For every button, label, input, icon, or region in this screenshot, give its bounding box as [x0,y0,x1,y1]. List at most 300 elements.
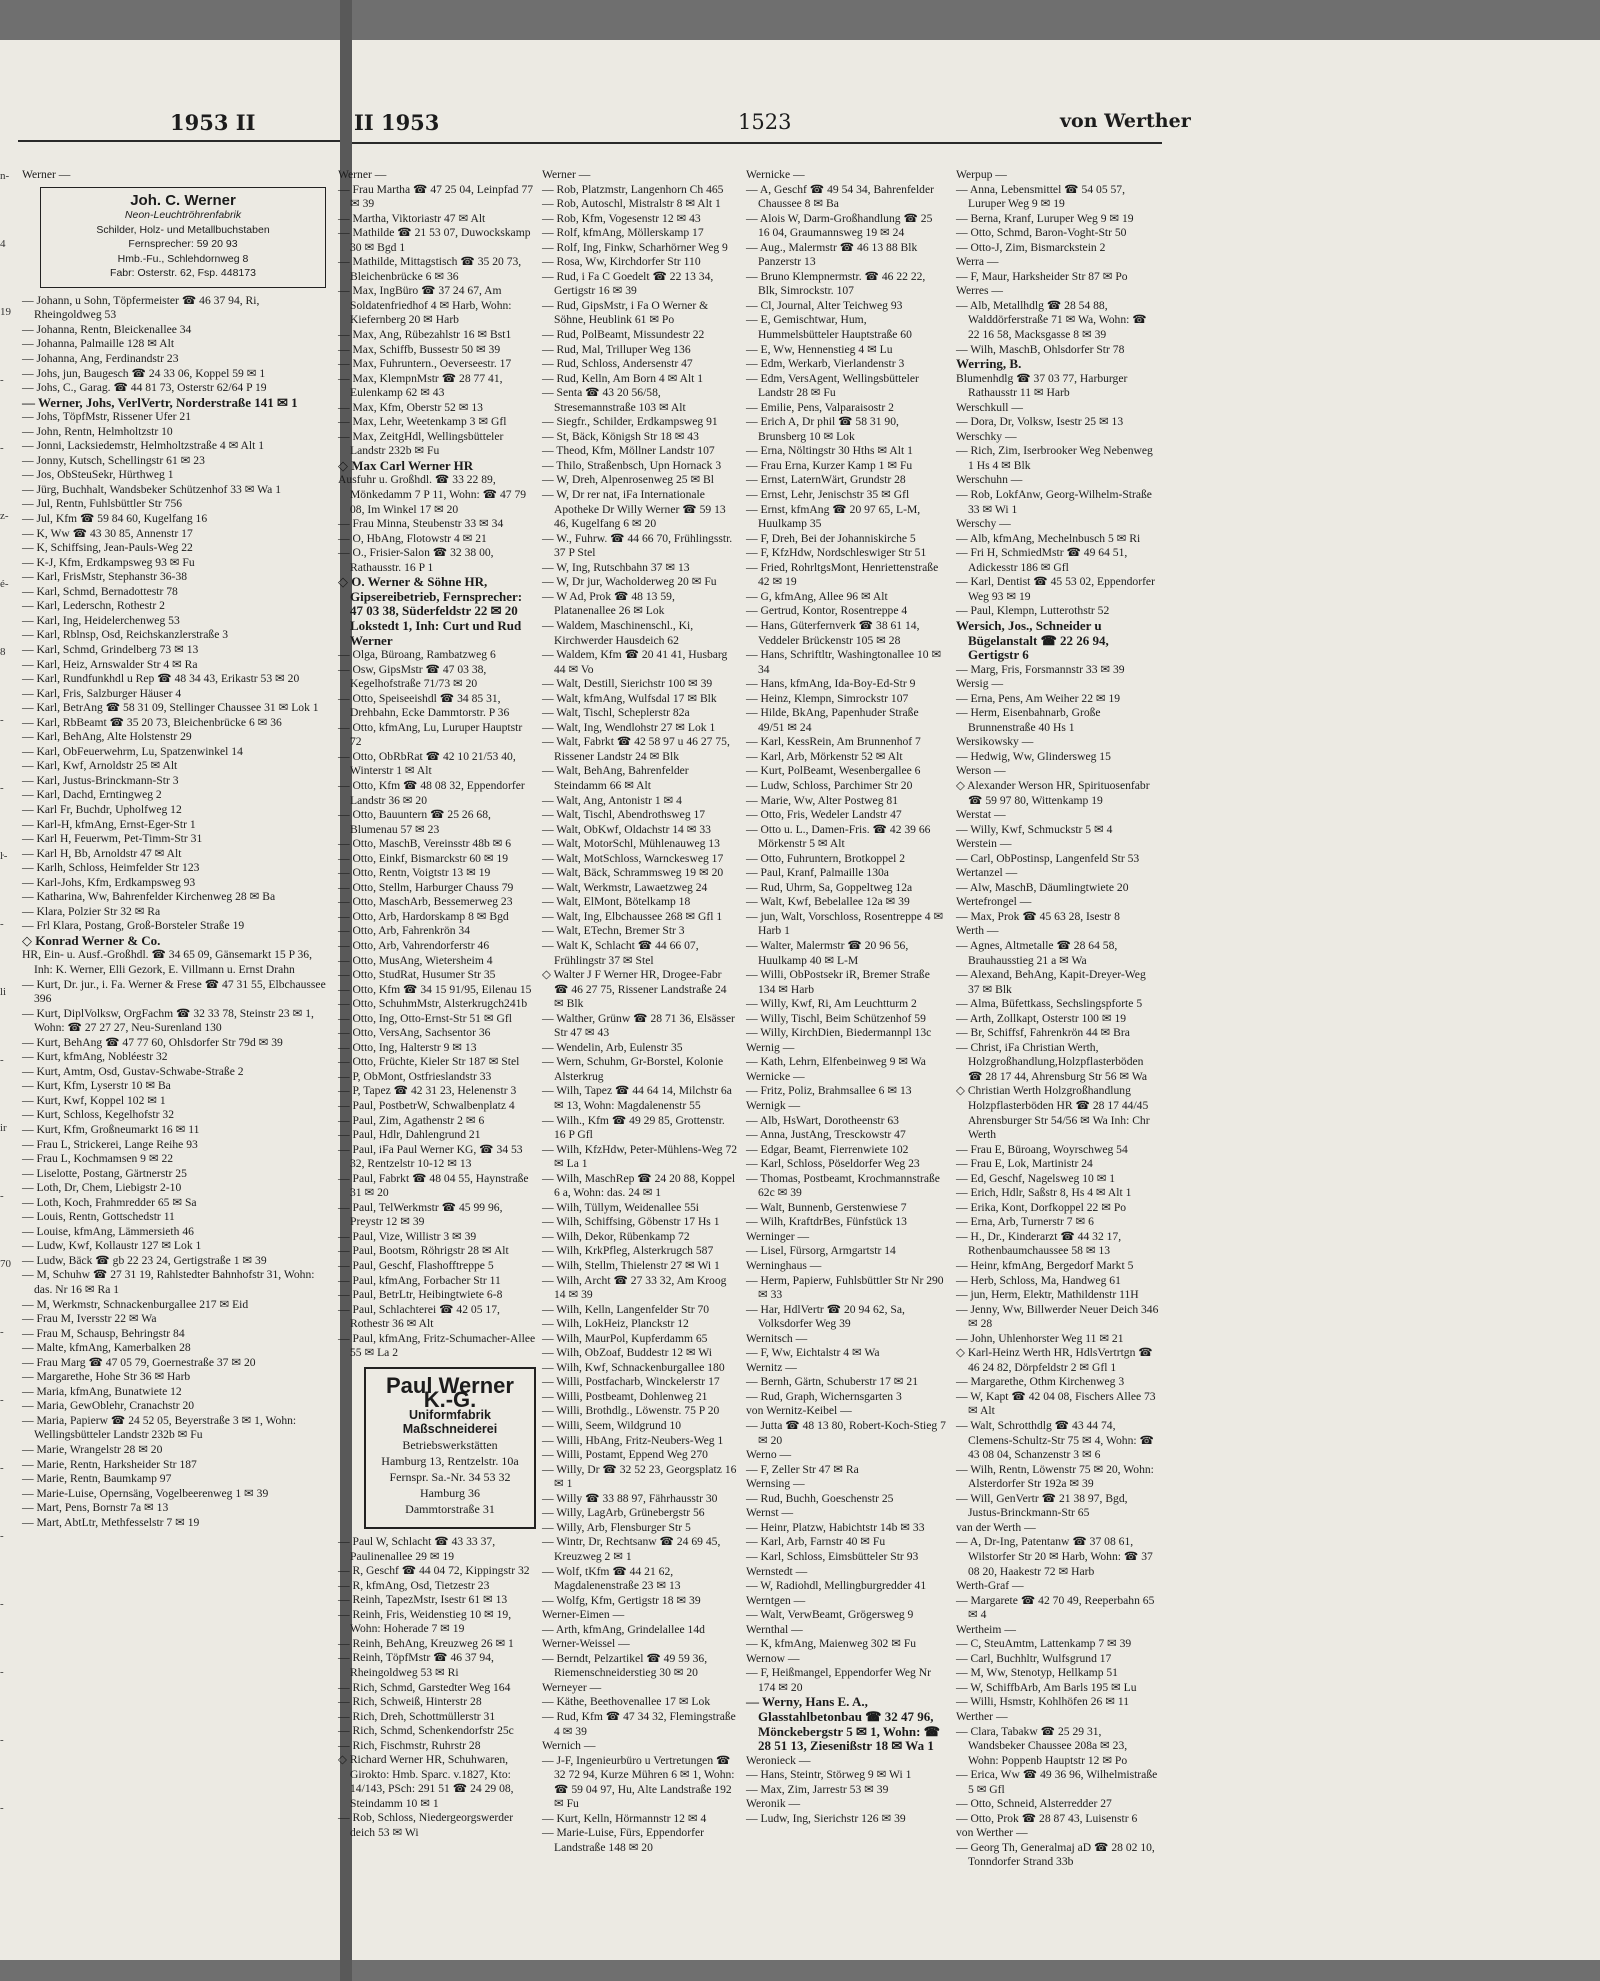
directory-entry: — A, Geschf ☎ 49 54 34, Bahrenfelder Chaussee 8 ✉ Ba [746,182,934,211]
directory-entry: — Otto-J, Zim, Bismarckstein 2 [956,240,1106,254]
directory-column-1 [338,168,536,1841]
directory-entry: — Karl, Arb, Mörkenstr 52 ✉ Alt [746,749,903,763]
directory-entry: — E, Gemischtwar, Hum, Hummelsbütteler Hauptstraße 60 [746,313,912,342]
directory-entry: — Alma, Büfettkass, Sechslingspforte 5 [956,997,1143,1011]
surname-heading: Weronik — [746,1797,801,1811]
directory-entry: — F, Dreh, Bei der Johanniskirche 5 [746,531,916,545]
directory-entry: — Maria, kfmAng, Bunatwiete 12 [22,1384,182,1398]
directory-entry: — Karl, Schloss, Pöseldorfer Weg 23 [746,1157,920,1171]
directory-entry: — Paul, Hdlr, Dahlengrund 21 [338,1128,481,1142]
right-page [338,40,1600,1960]
directory-entry: — F, Maur, Harksheider Str 87 ✉ Po [956,269,1128,283]
directory-entry: — Frau L, Strickerei, Lange Reihe 93 [22,1137,198,1151]
directory-entry: — Willy, Tischl, Beim Schützenhof 59 [746,1011,926,1025]
directory-entry: — Willy ☎ 33 88 97, Fährhausstr 30 [542,1491,718,1505]
directory-entry: — Wilh, Rentn, Löwenstr 75 ✉ 20, Wohn: Alsterdorfer Str 192a ✉ 39 [956,1462,1154,1491]
directory-entry: — Fried, RohrltgsMont, Henriettenstraße 42 ✉ 19 [746,560,939,589]
directory-entry: — Marie, Rentn, Harksheider Str 187 [22,1457,197,1471]
directory-entry: — Kurt, Schloss, Kegelhofstr 32 [22,1108,174,1122]
directory-entry: — Louis, Rentn, Gottschedstr 11 [22,1210,175,1224]
directory-entry: — Frau M, Iversstr 22 ✉ Wa [22,1312,157,1326]
directory-entry: — Alb, kfmAng, Mechelnbusch 5 ✉ Ri [956,531,1141,545]
directory-entry: — Paul, Bootsm, Röhrigstr 28 ✉ Alt [338,1244,509,1258]
directory-entry: — Jos, ObSteuSekr, Hürthweg 1 [22,468,174,482]
directory-entry: — Wendelin, Arb, Eulenstr 35 [542,1040,683,1054]
directory-entry: — Cl, Journal, Alter Teichweg 93 [746,298,903,312]
directory-entry: — Paul, kfmAng, Forbacher Str 11 [338,1273,501,1287]
directory-entry: — R, Geschf ☎ 44 04 72, Kippingstr 32 [338,1564,530,1578]
cropped-edge-text: - [0,918,4,930]
directory-entry: — F, Heißmangel, Eppendorfer Weg Nr 174 ✉ 20 [746,1666,931,1694]
directory-entry: — Frl Klara, Postang, Groß-Borsteler Straße 19 [22,919,245,933]
surname-heading: Wernsing — [746,1477,805,1491]
directory-entry: — Frau Martha ☎ 47 25 04, Leinpfad 77 ✉ 39 [338,182,534,211]
directory-entry: — M, Werkmstr, Schnackenburgallee 217 ✉ Eid [22,1297,249,1311]
ad-line: Fernsprecher: 59 20 93 [128,238,238,251]
directory-entry: — Rud, Buchh, Goeschenstr 25 [746,1491,894,1505]
directory-entry: Werring, B. [956,356,1022,372]
directory-entry: — Rolf, kfmAng, Möllerskamp 17 [542,226,704,240]
directory-entry: — Will, GenVertr ☎ 21 38 97, Bgd, Justus-Brinckmann-Str 65 [956,1491,1128,1520]
directory-entry: — Kurt, PolBeamt, Wesenbergallee 6 [746,764,921,778]
directory-entry: — Walt, BehAng, Bahrenfelder Steindamm 66 ✉ Alt [542,764,689,792]
directory-entry: — Karl, Heiz, Arnswalder Str 4 ✉ Ra [22,657,198,671]
directory-entry: — W, Dreh, Alpenrosenweg 25 ✉ Bl [542,473,715,487]
directory-entry: — Alexand, BehAng, Kapit-Dreyer-Weg 37 ✉ Blk [956,968,1146,996]
directory-entry: — Edgar, Beamt, Fierrenwiete 102 [746,1142,909,1156]
directory-entry: — Willi, Postfacharb, Winckelerstr 17 [542,1375,720,1389]
directory-entry: — Rud, PolBeamt, Missundestr 22 [542,328,705,342]
directory-entry: — Wilh, Stellm, Thielenstr 27 ✉ Wi 1 [542,1259,720,1273]
cropped-edge-text: - [0,1394,4,1406]
directory-entry: — Frau L, Kochmamsen 9 ✉ 22 [22,1152,174,1166]
directory-entry: — Otto, ObRbRat ☎ 42 10 21/53 40, Winterstr 1 ✉ Alt [338,749,516,778]
directory-entry: — Willi, HbAng, Fritz-Neubers-Weg 1 [542,1433,724,1447]
ad-line: Hmb.-Fu., Schlehdornweg 8 [117,252,249,265]
directory-entry: — Aug., Malermstr ☎ 46 13 88 Blk Panzerstr 13 [746,240,918,269]
directory-entry: — Rich, Schweiß, Hinterstr 28 [338,1695,482,1709]
directory-entry: — Wilh, Tapez ☎ 44 64 14, Milchstr 6a ✉ 13, Wohn: Magdalenenstr 55 [542,1084,732,1112]
directory-entry: — Karl, Schmd, Bernadottestr 78 [22,584,178,598]
directory-entry: — Wilh, Schiffsing, Göbenstr 17 Hs 1 [542,1215,720,1229]
surname-heading: Werson — [956,764,1006,778]
directory-entry: — Wilh, MaurPol, Kupferdamm 65 [542,1331,708,1345]
directory-entry: — K, Ww ☎ 43 30 85, Annenstr 17 [22,526,193,540]
directory-entry: — Otto, Früchte, Kieler Str 187 ✉ Stel [338,1055,520,1069]
directory-entry: — Har, HdlVertr ☎ 20 94 62, Sa, Volksdorfer Weg 39 [746,1302,905,1331]
cropped-edge-text: - [0,1326,4,1338]
directory-entry: — Walt, VerwBeamt, Grögersweg 9 [746,1608,914,1622]
directory-entry: — Karl, Dachd, Erntingweg 2 [22,788,162,802]
directory-entry: — Frau Erna, Kurzer Kamp 1 ✉ Fu [746,458,913,472]
directory-entry: — Walter, Malermstr ☎ 20 96 56, Huulkamp 40 ✉ L-M [746,938,909,967]
directory-entry: — Klara, Polzier Str 32 ✉ Ra [22,904,161,918]
directory-entry: — Malte, kfmAng, Kamerbalken 28 [22,1341,191,1355]
directory-entry: — Karl-Johs, Kfm, Erdkampsweg 93 [22,875,196,889]
directory-entry: — Senta ☎ 43 20 56/58, Stresemannstraße 103 ✉ Alt [542,386,686,414]
directory-entry: — Walt, Tischl, Scheplerstr 82a [542,706,690,720]
directory-entry: — Kurt, Kwf, Koppel 102 ✉ 1 [22,1093,166,1107]
directory-entry: — Walt, Kwf, Bebelallee 12a ✉ 39 [746,895,910,909]
directory-entry: — Clara, Tabakw ☎ 25 29 31, Wandsbeker Chaussee 208a ✉ 23, Wohn: Poppenb Hauptstr 12 ✉ Po [956,1724,1128,1767]
directory-entry: — Ludw, Ing, Sierichstr 126 ✉ 39 [746,1811,906,1825]
directory-entry: — C, SteuAmtm, Lattenkamp 7 ✉ 39 [956,1637,1132,1651]
cropped-edge-text: - [0,1598,4,1610]
directory-entry: — Bruno Klempnermstr. ☎ 46 22 22, Blk, Simrockstr. 107 [746,269,926,298]
directory-entry: — Otto, Schneid, Alsterredder 27 [956,1797,1112,1811]
directory-entry: — Walt, Schrotthdlg ☎ 43 44 74, Clemens-Schultz-Str 75 ✉ 4, Wohn: ☎ 43 08 04, Schanzenstr 3 ✉ 6 [956,1419,1154,1462]
cropped-edge-text: z- [0,510,9,522]
cropped-edge-text: 4 [0,238,6,250]
cropped-edge-text: 19 [0,306,11,318]
surname-heading: Wernitsch — [746,1331,808,1345]
directory-entry: — Käthe, Beethovenallee 17 ✉ Lok [542,1695,711,1709]
surname-heading: Werther — [956,1709,1008,1723]
left-page [0,40,340,1960]
directory-entry: — Karl, FrisMstr, Stephanstr 36-38 [22,570,188,584]
surname-heading: Weronieck — [746,1753,811,1767]
directory-entry: — Johanna, Palmaille 128 ✉ Alt [22,337,175,351]
directory-entry: — J-F, Ingenieurbüro u Vertretungen ☎ 32 72 94, Kurze Mühren 6 ✉ 1, Wohn: ☎ 59 04 97, Hu, Alte Landstraße 192 ✉ Fu [542,1753,735,1811]
directory-entry: — Walt, kfmAng, Wulfsdal 17 ✉ Blk [542,691,717,705]
directory-entry: — jun, Walt, Vorschloss, Rosentreppe 4 ✉ Harb 1 [746,909,944,938]
directory-entry: Wersich, Jos., Schneider u Bügelanstalt ☎ 22 26 94, Gertigstr 6 [956,617,1109,663]
surname-heading: Wernthal — [746,1622,803,1636]
directory-entry: — Alw, MaschB, Däumlingtwiete 20 [956,880,1129,894]
directory-entry: — Wilh, LokHeiz, Planckstr 12 [542,1317,689,1331]
surname-heading: Wernicke — [746,1069,805,1083]
directory-entry: — Max, KlempnMstr ☎ 28 77 41, Eulenkamp 62 ✉ 43 [338,371,503,400]
surname-heading: Werpup — [956,168,1007,181]
surname-heading: Werstat — [956,808,1006,822]
directory-entry: — Karl, Schloss, Eimsbütteler Str 93 [746,1549,919,1563]
directory-entry: — Paul, Fabrkt ☎ 48 04 55, Haynstraße 31 ✉ 20 [338,1171,529,1200]
surname-heading: Wertefrongel — [956,895,1032,909]
directory-entry: — Walt, Ing, Wendlohstr 27 ✉ Lok 1 [542,720,716,734]
directory-entry: — Otto, Arb, Fahrenkrön 34 [338,924,471,938]
surname-heading: Werschkull — [956,400,1024,414]
ad-line: Hamburg 36 [419,1486,481,1501]
directory-entry: — jun, Herm, Elektr, Mathildenstr 11H [956,1288,1139,1302]
directory-entry: Ausfuhr u. Großhdl. ☎ 33 22 89, Mönkedamm 7 P 11, Wohn: ☎ 47 79 08, Im Winkel 17 ✉ 20 [338,473,527,516]
surname-heading: Werner-Eimen — [542,1608,625,1622]
directory-entry: — Max, Prok ☎ 45 63 28, Isestr 8 [956,909,1120,923]
directory-entry: — K, Schiffsing, Jean-Pauls-Weg 22 [22,541,193,555]
directory-column-3 [746,168,946,1826]
directory-entry: — W, SchiffbArb, Am Barls 195 ✉ Lu [956,1680,1137,1694]
directory-entry: — Frau M, Schausp, Behringstr 84 [22,1326,185,1340]
right-page-header-right: von Werther [1060,110,1191,132]
directory-entry: ◇ Karl-Heinz Werth HR, HdlsVertrtgn ☎ 46 24 82, Dörpfeldstr 2 ✉ Gfl 1 [956,1346,1153,1374]
directory-entry: — P, ObMont, Ostfrieslandstr 33 [338,1069,492,1083]
directory-entry: — Arth, kfmAng, Grindelallee 14d [542,1622,705,1636]
directory-entry: — Ernst, kfmAng ☎ 20 97 65, L-M, Huulkamp 35 [746,502,921,531]
directory-entry: — St, Bäck, Königsh Str 18 ✉ 43 [542,429,699,443]
surname-heading: Wernicke — [746,168,805,181]
directory-entry: — Karl, Rundfunkhdl u Rep ☎ 48 34 43, Erikastr 53 ✉ 20 [22,672,300,686]
directory-entry: — Lisel, Fürsorg, Armgartstr 14 [746,1244,896,1258]
directory-entry: — Karl, BehAng, Alte Holstenstr 29 [22,730,192,744]
directory-entry: — Hans, Güterfernverk ☎ 38 61 14, Veddeler Brückenstr 105 ✉ 28 [746,618,920,647]
directory-entry: — Paul, TelWerkmstr ☎ 45 99 96, Preystr 12 ✉ 39 [338,1200,503,1229]
ad-line: Dammtorstraße 31 [405,1502,495,1517]
directory-entry: — Wern, Schuhm, Gr-Borstel, Kolonie Alsterkrug [542,1055,724,1083]
directory-entry: — Rob, LokfAnw, Georg-Wilhelm-Straße 33 ✉ Wi 1 [956,488,1152,516]
directory-entry: — Reinh, Fris, Weidenstieg 10 ✉ 19, Wohn: Hoherade 7 ✉ 19 [338,1607,512,1636]
surname-heading: Werner — [542,168,591,181]
directory-entry: — Frau E, Lok, Martinistr 24 [956,1157,1093,1171]
directory-entry: — Maria, GewOblehr, Cranachstr 20 [22,1399,195,1413]
surname-heading: Werno — [746,1448,792,1462]
directory-entry: — Kurt, kfmAng, Nobléestr 32 [22,1050,168,1064]
directory-entry: — Jul, Rentn, Fuhlsbüttler Str 756 [22,497,183,511]
directory-entry: — Johs, C., Garag. ☎ 44 81 73, Osterstr 62/64 P 19 [22,381,267,395]
directory-entry: — Max, Ang, Rübezahlstr 16 ✉ Bst1 [338,328,512,342]
directory-entry: — P, Tapez ☎ 42 31 23, Helenenstr 3 [338,1084,517,1098]
surname-heading: Werner-Weissel — [542,1637,630,1651]
directory-entry: — Ed, Geschf, Nagelsweg 10 ✉ 1 [956,1171,1116,1185]
directory-entry: — Rob, Kfm, Vogesenstr 12 ✉ 43 [542,211,701,225]
directory-entry: — Paul, Zim, Agathenstr 2 ✉ 6 [338,1113,485,1127]
ad-subtitle: Uniformfabrik Maßschneiderei [402,1407,498,1437]
directory-entry: — Willi, ObPostsekr iR, Bremer Straße 134 ✉ Harb [746,968,930,996]
directory-entry: — Karl, Kwf, Arnoldstr 25 ✉ Alt [22,759,178,773]
directory-entry: — Reinh, TapezMstr, Isestr 61 ✉ 13 [338,1593,508,1607]
directory-entry: — Fri H, SchmiedMstr ☎ 49 64 51, Adickesstr 186 ✉ Gfl [956,546,1128,574]
directory-entry: — Mart, Pens, Bornstr 7a ✉ 13 [22,1501,169,1515]
directory-entry: — Waldem, Kfm ☎ 20 41 41, Husbarg 44 ✉ Vo [542,648,728,676]
directory-entry: — Wolf, tKfm ☎ 44 21 62, Magdalenenstraße 23 ✉ 13 [542,1564,681,1593]
directory-entry: — Johanna, Rentn, Bleickenallee 34 [22,322,192,336]
directory-entry: — Willi, Brothdlg., Löwenstr. 75 P 20 [542,1404,720,1418]
directory-entry: — Marie-Luise, Opernsäng, Vogelbeerenweg 1 ✉ 39 [22,1486,269,1500]
directory-entry: — Paul, BetrLtr, Heibingtwiete 6-8 [338,1288,503,1302]
directory-entry: — Paul, iFa Paul Werner KG, ☎ 34 53 32, Rentzelstr 10-12 ✉ 13 [338,1142,523,1171]
directory-entry: — Dora, Dr, Volksw, Isestr 25 ✉ 13 [956,415,1124,429]
directory-entry: — Heinr, Platzw, Habichtstr 14b ✉ 33 [746,1520,925,1534]
directory-entry: — Max, Fuhruntern., Oeverseestr. 17 [338,357,512,371]
directory-entry: — Otto, MusAng, Wietersheim 4 [338,953,493,967]
directory-entry: — Ernst, Lehr, Jenischstr 35 ✉ Gfl [746,488,910,502]
cropped-edge-text: - [0,1802,4,1814]
directory-entry: — Hedwig, Ww, Glindersweg 15 [956,749,1111,763]
left-directory-column [22,168,326,1530]
directory-entry: — Wolfg, Kfm, Gertigstr 18 ✉ 39 [542,1593,701,1607]
directory-entry: — Fritz, Poliz, Brahmsallee 6 ✉ 13 [746,1084,912,1098]
directory-entry: — Heinz, Klempn, Simrockstr 107 [746,691,909,705]
directory-entry: — Otto, Rentn, Voigtstr 13 ✉ 19 [338,866,491,880]
directory-entry: — Erich, Hdlr, Saßstr 8, Hs 4 ✉ Alt 1 [956,1186,1132,1200]
directory-entry: — A, Dr-Ing, Patentanw ☎ 37 08 61, Wilstorfer Str 20 ✉ Harb, Wohn: ☎ 37 08 20, Haakestr 72 ✉ Harb [956,1535,1153,1578]
surname-heading: Wersig — [956,677,1004,691]
directory-entry: — F, Ww, Eichtalstr 4 ✉ Wa [746,1346,880,1360]
directory-entry: — Max, Lehr, Weetenkamp 3 ✉ Gfl [338,415,507,429]
surname-heading: Werschy — [956,517,1011,531]
directory-entry: — Paul, Kranf, Palmaille 130a [746,866,889,880]
surname-heading: von Wernitz-Keibel — [746,1404,852,1418]
directory-entry: — W, Ing, Rutschbahn 37 ✉ 13 [542,560,690,574]
directory-entry: — Marg, Fris, Forsmannstr 33 ✉ 39 [956,662,1125,676]
directory-entry: — Wilh, MaschB, Ohlsdorfer Str 78 [956,342,1125,356]
surname-heading: von Werther — [956,1826,1028,1840]
directory-entry: — Walther, Grünw ☎ 28 71 36, Elsässer Str 47 ✉ 43 [542,1011,735,1040]
surname-heading: Werneyer — [542,1680,602,1694]
directory-entry: — Paul, PostbetrW, Schwalbenplatz 4 [338,1099,515,1112]
directory-entry: — F, KfzHdw, Nordschleswiger Str 51 [746,546,927,560]
directory-entry: — Olga, Büroang, Rambatzweg 6 [338,648,496,662]
directory-entry: — Wilh, KraftdrBes, Fünfstück 13 [746,1215,907,1229]
directory-entry: — Marie, Rentn, Baumkamp 97 [22,1472,172,1486]
surname-heading: Werner — [338,168,387,181]
directory-entry: — Jenny, Ww, Billwerder Neuer Deich 346 ✉ 28 [956,1302,1159,1331]
directory-entry: — Reinh, BehAng, Kreuzweg 26 ✉ 1 [338,1636,514,1650]
directory-entry: — Paul W, Schlacht ☎ 43 33 37, Paulinenallee 29 ✉ 19 [338,1535,496,1563]
directory-entry: — Walt, MotSchloss, Warnckesweg 17 [542,851,724,865]
directory-entry: — Willy, Arb, Flensburger Str 5 [542,1520,691,1534]
directory-entry: — Otto, MaschB, Vereinsstr 48b ✉ 6 [338,837,512,851]
directory-entry: — Christ, iFa Christian Werth, Holzgroßhandlung,Holzpflasterböden ☎ 28 17 44, Ahrensburg Str 56 ✉ Wa [956,1040,1147,1083]
directory-entry: — Willi, Postamt, Eppend Weg 270 [542,1448,708,1462]
directory-entry: — Otto, StudRat, Husumer Str 35 [338,968,496,982]
directory-entry: — Jonny, Kutsch, Schellingstr 61 ✉ 23 [22,453,205,467]
directory-entry: — Wilh, ObZoaf, Buddestr 12 ✉ Wi [542,1346,713,1360]
directory-entry: — Margarete ☎ 42 70 49, Reeperbahn 65 ✉ 4 [956,1593,1155,1622]
directory-entry: HR, Ein- u. Ausf.-Großhdl. ☎ 34 65 09, Gänsemarkt 15 P 36, Inh: K. Werner, Elli Gezork, E. Villmann u. Ernst Drahn [22,948,312,976]
cropped-edge-text: - [0,782,4,794]
directory-entry: — Frau E, Büroang, Woyrschweg 54 [956,1142,1128,1156]
directory-entry: — Herm, Papierw, Fuhlsbüttler Str Nr 290 ✉ 33 [746,1273,944,1302]
directory-entry: — Rolf, Ing, Finkw, Scharhörner Weg 9 [542,240,728,254]
directory-entry: — G, kfmAng, Allee 96 ✉ Alt [746,589,888,603]
directory-entry: — Kurt, Kfm, Lyserstr 10 ✉ Ba [22,1079,171,1093]
directory-entry: ◇ Richard Werner HR, Schuhwaren, Girokto: Hmb. Sparc. v.1827, Kto: 14/143, PSch: 291 51 ☎ 24 29 08, Steindamm 10 ✉ 1 [338,1753,514,1810]
surname-heading: Werstein — [956,837,1012,851]
directory-entry: — Heinr, kfmAng, Bergedorf Markt 5 [956,1259,1134,1273]
directory-entry: ◇ Alexander Werson HR, Spirituosenfabr ☎ 59 97 80, Wittenkamp 19 [956,778,1150,807]
directory-entry: — Max, Zim, Jarrestr 53 ✉ 39 [746,1782,889,1796]
directory-entry: — Otto, Einkf, Bismarckstr 60 ✉ 19 [338,851,509,865]
directory-entry: — Kurt, Dr. jur., i. Fa. Werner & Frese ☎ 47 31 55, Elbchaussee 396 [22,977,326,1006]
directory-entry: — Hans, Schriftltr, Washingtonallee 10 ✉ 34 [746,648,942,676]
directory-entry: — Johanna, Ang, Ferdinandstr 23 [22,352,179,366]
directory-entry: — Karl, Schmd, Grindelberg 73 ✉ 13 [22,642,199,656]
directory-entry: — Max, Kfm, Oberstr 52 ✉ 13 [338,400,483,414]
directory-entry: — Wintr, Dr, Rechtsanw ☎ 24 69 45, Kreuzweg 2 ✉ 1 [542,1535,721,1563]
directory-entry: — Werner, Johs, VerlVertr, Norderstraße 141 ✉ 1 [22,394,298,410]
directory-entry: ◇ Max Carl Werner HR [338,457,474,473]
cropped-edge-text: - [0,374,4,386]
directory-entry: — Erna, Arb, Turnerstr 7 ✉ 6 [956,1215,1094,1229]
directory-entry: — Alb, Metallhdlg ☎ 28 54 88, Walddörferstraße 71 ✉ Wa, Wohn: ☎ 22 16 58, Macksgasse 8 ✉ 39 [956,298,1147,342]
directory-entry: — W Ad, Prok ☎ 48 13 59, Platanenallee 26 ✉ Lok [542,589,675,618]
cropped-edge-text: li [0,986,7,998]
directory-entry: — Kurt, DiplVolksw, OrgFachm ☎ 32 33 78, Steinstr 23 ✉ 1, Wohn: ☎ 27 27 27, Neu-Surenland 130 [22,1006,314,1035]
directory-entry: — Rob, Platzmstr, Langenhorn Ch 465 [542,182,724,196]
directory-entry: ◇ Walter J F Werner HR, Drogee-Fabr ☎ 46 27 75, Rissener Landstraße 24 ✉ Blk [542,968,727,1011]
directory-entry: — Anna, JustAng, Tresckowstr 47 [746,1128,906,1142]
directory-entry: Blumenhdlg ☎ 37 03 77, Harburger Rathausstr 11 ✉ Harb [956,371,1128,400]
directory-entry: — Margarethe, Othm Kirchenweg 3 [956,1375,1125,1389]
directory-entry: — Erna, Nöltingstr 30 Hths ✉ Alt 1 [746,444,913,458]
directory-entry: — Herb, Schloss, Ma, Handweg 61 [956,1273,1121,1287]
directory-entry: — Wilh, Kwf, Schnackenburgallee 180 [542,1360,725,1374]
cropped-edge-text: é- [0,578,9,590]
directory-entry: — O., Frisier-Salon ☎ 32 38 00, Rathausstr. 16 P 1 [338,546,494,574]
directory-entry: — Alb, HsWart, Dorotheenstr 63 [746,1113,899,1127]
directory-entry: — Jutta ☎ 48 13 80, Robert-Koch-Stieg 7 ✉ 20 [746,1419,946,1447]
directory-entry: — Arth, Zollkapt, Osterstr 100 ✉ 19 [956,1011,1127,1025]
directory-entry: — Walt, Ing, Elbchaussee 268 ✉ Gfl 1 [542,909,723,923]
directory-entry: ◇ O. Werner & Söhne HR, Gipsereibetrieb, Fernsprecher: 47 03 38, Süderfeldstr 22 ✉ 20 Lokstedt 1, Inh: Curt und Rud Werner [338,574,523,648]
directory-entry: — Thilo, Straßenbsch, Upn Hornack 3 [542,458,722,472]
directory-entry: ◇ Christian Werth Holzgroßhandlung Holzpflasterböden HR ☎ 28 17 44/45 Ahrensburger Str 54/56 ✉ Wa Inh: Chr Werth [956,1084,1150,1142]
cropped-edge-text: n- [0,170,10,182]
directory-entry: — Otto, Kfm ☎ 34 15 91/95, Eilenau 15 [338,982,532,996]
directory-entry: — Karl, Rblnsp, Osd, Reichskanzlerstraße 3 [22,628,229,642]
directory-entry: — Kurt, BehAng ☎ 47 77 60, Ohlsdorfer Str 79d ✉ 39 [22,1035,283,1049]
directory-entry: — Otto, Arb, Vahrendorferstr 46 [338,938,490,952]
directory-entry: — Karl, RbBeamt ☎ 35 20 73, Bleichenbrücke 6 ✉ 36 [22,715,282,729]
directory-entry: — Otto u. L., Damen-Fris. ☎ 42 39 66 Mörkenstr 5 ✉ Alt [746,822,931,851]
directory-entry: — Max, IngBüro ☎ 37 24 67, Am Soldatenfriedhof 4 ✉ Harb, Wohn: Kiefernberg 20 ✉ Harb [338,284,512,327]
surname-heading: Wertanzel — [956,866,1018,880]
directory-entry: — Erna, Pens, Am Weiher 22 ✉ 19 [956,691,1121,705]
directory-entry: — Liselotte, Postang, Gärtnerstr 25 [22,1166,187,1180]
directory-entry: — Carl, ObPostinsp, Langenfeld Str 53 [956,851,1140,865]
directory-entry: — Hilde, BkAng, Papenhuder Straße 49/51 ✉ 24 [746,706,919,734]
ad-line: Fernspr. Sa.-Nr. 34 53 32 [389,1470,511,1485]
surname-heading: Werth — [956,924,999,938]
directory-entry: — Gertrud, Kontor, Rosentreppe 4 [746,604,908,618]
directory-entry: — Otto, Schmd, Baron-Voght-Str 50 [956,226,1127,240]
directory-entry: — Walt, ObKwf, Oldachstr 14 ✉ 33 [542,822,711,836]
directory-entry: — Paul, kfmAng, Fritz-Schumacher-Allee 55 ✉ La 2 [338,1331,536,1360]
directory-entry: — Ludw, Kwf, Kollaustr 127 ✉ Lok 1 [22,1239,202,1253]
directory-entry: — F, Zeller Str 47 ✉ Ra [746,1462,859,1476]
directory-entry: — Marie, Ww, Alter Postweg 81 [746,793,898,807]
surname-heading: Wernitz — [746,1360,797,1374]
directory-entry: — Carl, Buchhltr, Wulfsgrund 17 [956,1651,1112,1665]
directory-entry: — H., Dr., Kinderarzt ☎ 44 32 17, Rothenbaumchaussee 58 ✉ 13 [956,1229,1122,1258]
directory-entry: — Erica, Ww ☎ 49 36 96, Wilhelmistraße 5 ✉ Gfl [956,1768,1158,1796]
directory-entry: — Willi, Seem, Wildgrund 10 [542,1419,682,1433]
directory-entry: ◇ Konrad Werner & Co. [22,932,161,948]
directory-entry: — Agnes, Altmetalle ☎ 28 64 58, Brauhausstieg 21 a ✉ Wa [956,938,1118,967]
directory-entry: — Otto, Prok ☎ 28 87 43, Luisenstr 6 [956,1811,1138,1825]
directory-entry: — Karl, Arb, Farnstr 40 ✉ Fu [746,1535,886,1549]
directory-entry: — Loth, Dr, Chem, Liebigstr 2-10 [22,1181,182,1195]
cropped-edge-text: 70 [0,1258,11,1270]
directory-entry: — Rich, Dreh, Schottmüllerstr 31 [338,1709,496,1723]
directory-entry: — Walt, ElMont, Bötelkamp 18 [542,895,691,909]
directory-entry: — Johs, jun, Baugesch ☎ 24 33 06, Koppel 59 ✉ 1 [22,366,266,380]
directory-entry: — W., Fuhrw. ☎ 44 66 70, Frühlingsstr. 37 P Stel [542,531,733,560]
surname-heading: Werres — [956,284,1004,298]
directory-entry: — Mart, AbtLtr, Methfesselstr 7 ✉ 19 [22,1515,200,1529]
directory-entry: — Rud, Kfm ☎ 47 34 32, Flemingstraße 4 ✉ 39 [542,1709,736,1738]
directory-entry: — John, Rentn, Helmholtzstr 10 [22,424,173,438]
directory-entry: — Rud, Kelln, Am Born 4 ✉ Alt 1 [542,371,704,385]
directory-entry: — Otto, Ing, Otto-Ernst-Str 51 ✉ Gfl [338,1011,512,1025]
directory-entry: — Otto, Arb, Hardorskamp 8 ✉ Bgd [338,909,509,923]
directory-entry: — Kath, Lehrn, Elfenbeinweg 9 ✉ Wa [746,1055,926,1069]
directory-entry: — Bernh, Gärtn, Schuberstr 17 ✉ 21 [746,1375,918,1389]
directory-entry: — Ernst, LaternWärt, Grundstr 28 [746,473,906,487]
directory-entry: — Jonni, Lacksiedemstr, Helmholtzstraße 4 ✉ Alt 1 [22,439,265,453]
surname-heading: Wernst — [746,1506,794,1520]
directory-entry: — Wilh, KrkPfleg, Alsterkrugch 587 [542,1244,714,1258]
directory-entry: — Margarethe, Hohe Str 36 ✉ Harb [22,1370,191,1384]
